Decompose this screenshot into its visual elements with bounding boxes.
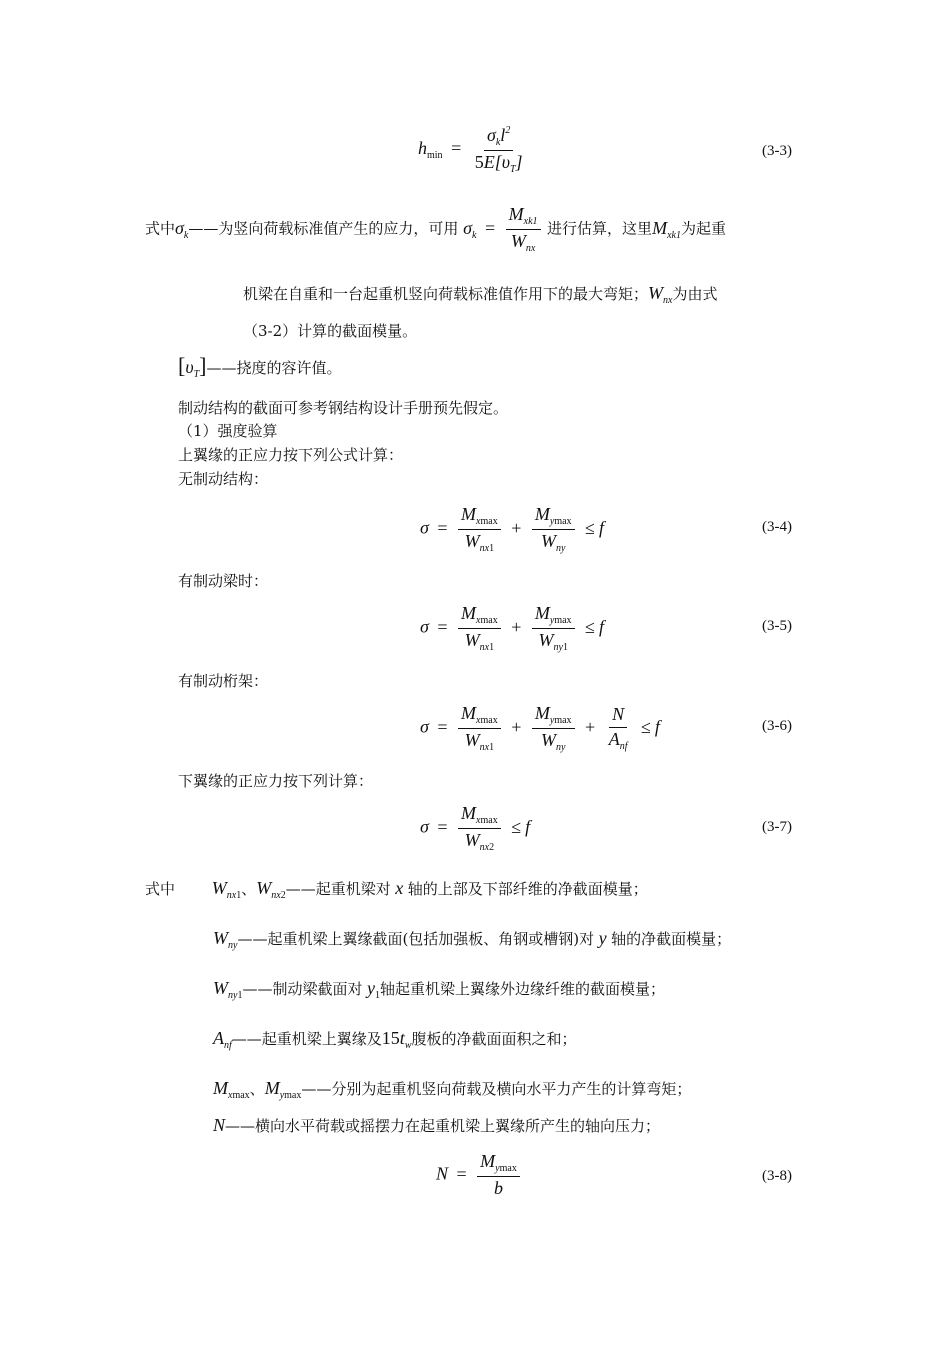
def-anf-b: 腹板的净截面面积之和； xyxy=(411,1030,577,1048)
sigma-cont-a: 机梁在自重和一台起重机竖向荷载标准值作用下的最大弯矩； xyxy=(243,285,649,303)
def-wny-a: ——起重机梁上翼缘截面(包括加强板、角钢或槽钢)对 xyxy=(237,930,595,948)
sigma-desc-a: ——为竖向荷载标准值产生的应力，可用 xyxy=(188,219,459,238)
where-lead-2: 式中 xyxy=(145,880,176,898)
def-wnx-a: ——起重机梁对 xyxy=(285,880,391,898)
def-wny1-b: 轴起重机梁上翼缘外边缘纤维的截面模量； xyxy=(379,980,665,998)
def-wny-b: 轴的净截面模量； xyxy=(611,930,732,948)
with-brake-beam-text: 有制动梁时： xyxy=(178,572,269,590)
def-m-line: $M_{xmax}$、$M_{ymax}——$分别为起重机竖向荷载及横向水平力产生的计算弯矩； xyxy=(213,1078,692,1101)
sigma-desc-b: 进行估算，这里 xyxy=(547,219,653,238)
equation-number-3-7: (3-7) xyxy=(762,819,792,835)
no-brake-text: 无制动结构： xyxy=(178,470,269,488)
where-sigma-line: 式中$\sigma_k——$为竖向荷载标准值产生的应力，可用 $\sigma_k$ = $\frac{M_{xk1}}{W_{nx}}$ 进行估算，这里$M_{xk1}$为起重 xyxy=(145,204,726,254)
def-n-line: N——横向水平荷载或摇摆力在起重机梁上翼缘所产生的轴向压力； xyxy=(213,1115,661,1135)
equation-3-8: N = $\frac{M_{ymax}}{b}$ xyxy=(436,1152,522,1199)
def-wnx-b: 轴的上部及下部纤维的净截面模量； xyxy=(407,880,648,898)
upper-flange-text: 上翼缘的正应力按下列公式计算： xyxy=(178,446,404,464)
strength-check-heading: （1）强度验算 xyxy=(178,422,278,440)
where-lead: 式中 xyxy=(145,219,176,238)
def-n-text: ——横向水平荷载或摇摆力在起重机梁上翼缘所产生的轴向压力； xyxy=(225,1117,661,1135)
equation-number-3-8: (3-8) xyxy=(762,1168,792,1184)
def-anf-line: $A_{nf}——$起重机梁上翼缘及$15t_w$腹板的净截面面积之和； xyxy=(213,1028,577,1051)
equation-3-7: σ = $\frac{M_{xmax}}{W_{nx2}}$ ≤ f xyxy=(420,803,531,853)
equation-3-5: σ = $\frac{M_{xmax}}{W_{nx1}}$ + $\frac{M_{ymax}}{W_{ny1}}$ ≤ f xyxy=(420,603,604,653)
deflection-line: $[\upsilon_T]——$挠度的容许值。 xyxy=(178,353,342,380)
def-anf-a: ——起重机梁上翼缘及 xyxy=(231,1030,382,1048)
def-wny-line: $W_{ny}——$起重机梁上翼缘截面(包括加强板、角钢或槽钢)对 y 轴的净截面模量； xyxy=(213,928,732,951)
equation-3-4: σ = $\frac{M_{xmax}}{W_{nx1}}$ + $\frac{M_{ymax}}{W_{ny}}$ ≤ f xyxy=(420,504,604,554)
deflection-text: ——挠度的容许值。 xyxy=(206,359,342,377)
equation-number-3-6: (3-6) xyxy=(762,718,792,734)
equation-number-3-5: (3-5) xyxy=(762,618,792,634)
lower-flange-text: 下翼缘的正应力按下列计算： xyxy=(178,772,374,790)
def-m-text: ——分别为起重机竖向荷载及横向水平力产生的计算弯矩； xyxy=(301,1080,692,1098)
sigma-cont-b: 为由式 xyxy=(672,285,718,303)
sigma-desc-c: 为起重 xyxy=(680,219,726,238)
equation-number-3-4: (3-4) xyxy=(762,519,792,535)
sigma-cont-line: 机梁在自重和一台起重机竖向荷载标准值作用下的最大弯矩；$W_{nx}$为由式 xyxy=(243,283,718,306)
sigma-cont-line-2: （3-2）计算的截面模量。 xyxy=(243,322,418,340)
def-wnx-line: 式中 $W_{nx1}$、$W_{nx2}——$起重机梁对 x 轴的上部及下部纤维的净截面模量； xyxy=(145,878,648,901)
brake-section-text: 制动结构的截面可参考钢结构设计手册预先假定。 xyxy=(178,399,509,417)
equation-3-3: $h_{min}$ = $\frac{\sigma_kl^2}{5E[\upsilon_T]}$ xyxy=(418,125,523,175)
with-brake-truss-text: 有制动桁架： xyxy=(178,672,269,690)
equation-3-6: σ = $\frac{M_{xmax}}{W_{nx1}}$ + $\frac{M_{ymax}}{W_{ny}}$ + $\frac{N}{A_{nf}}$ ≤ f xyxy=(420,703,660,753)
equation-number-3-3: (3-3) xyxy=(762,143,792,159)
def-wny1-line: $W_{ny1}——$制动梁截面对 $y_1$轴起重机梁上翼缘外边缘纤维的截面模量； xyxy=(213,978,665,1001)
def-wny1-a: ——制动梁截面对 xyxy=(242,980,363,998)
